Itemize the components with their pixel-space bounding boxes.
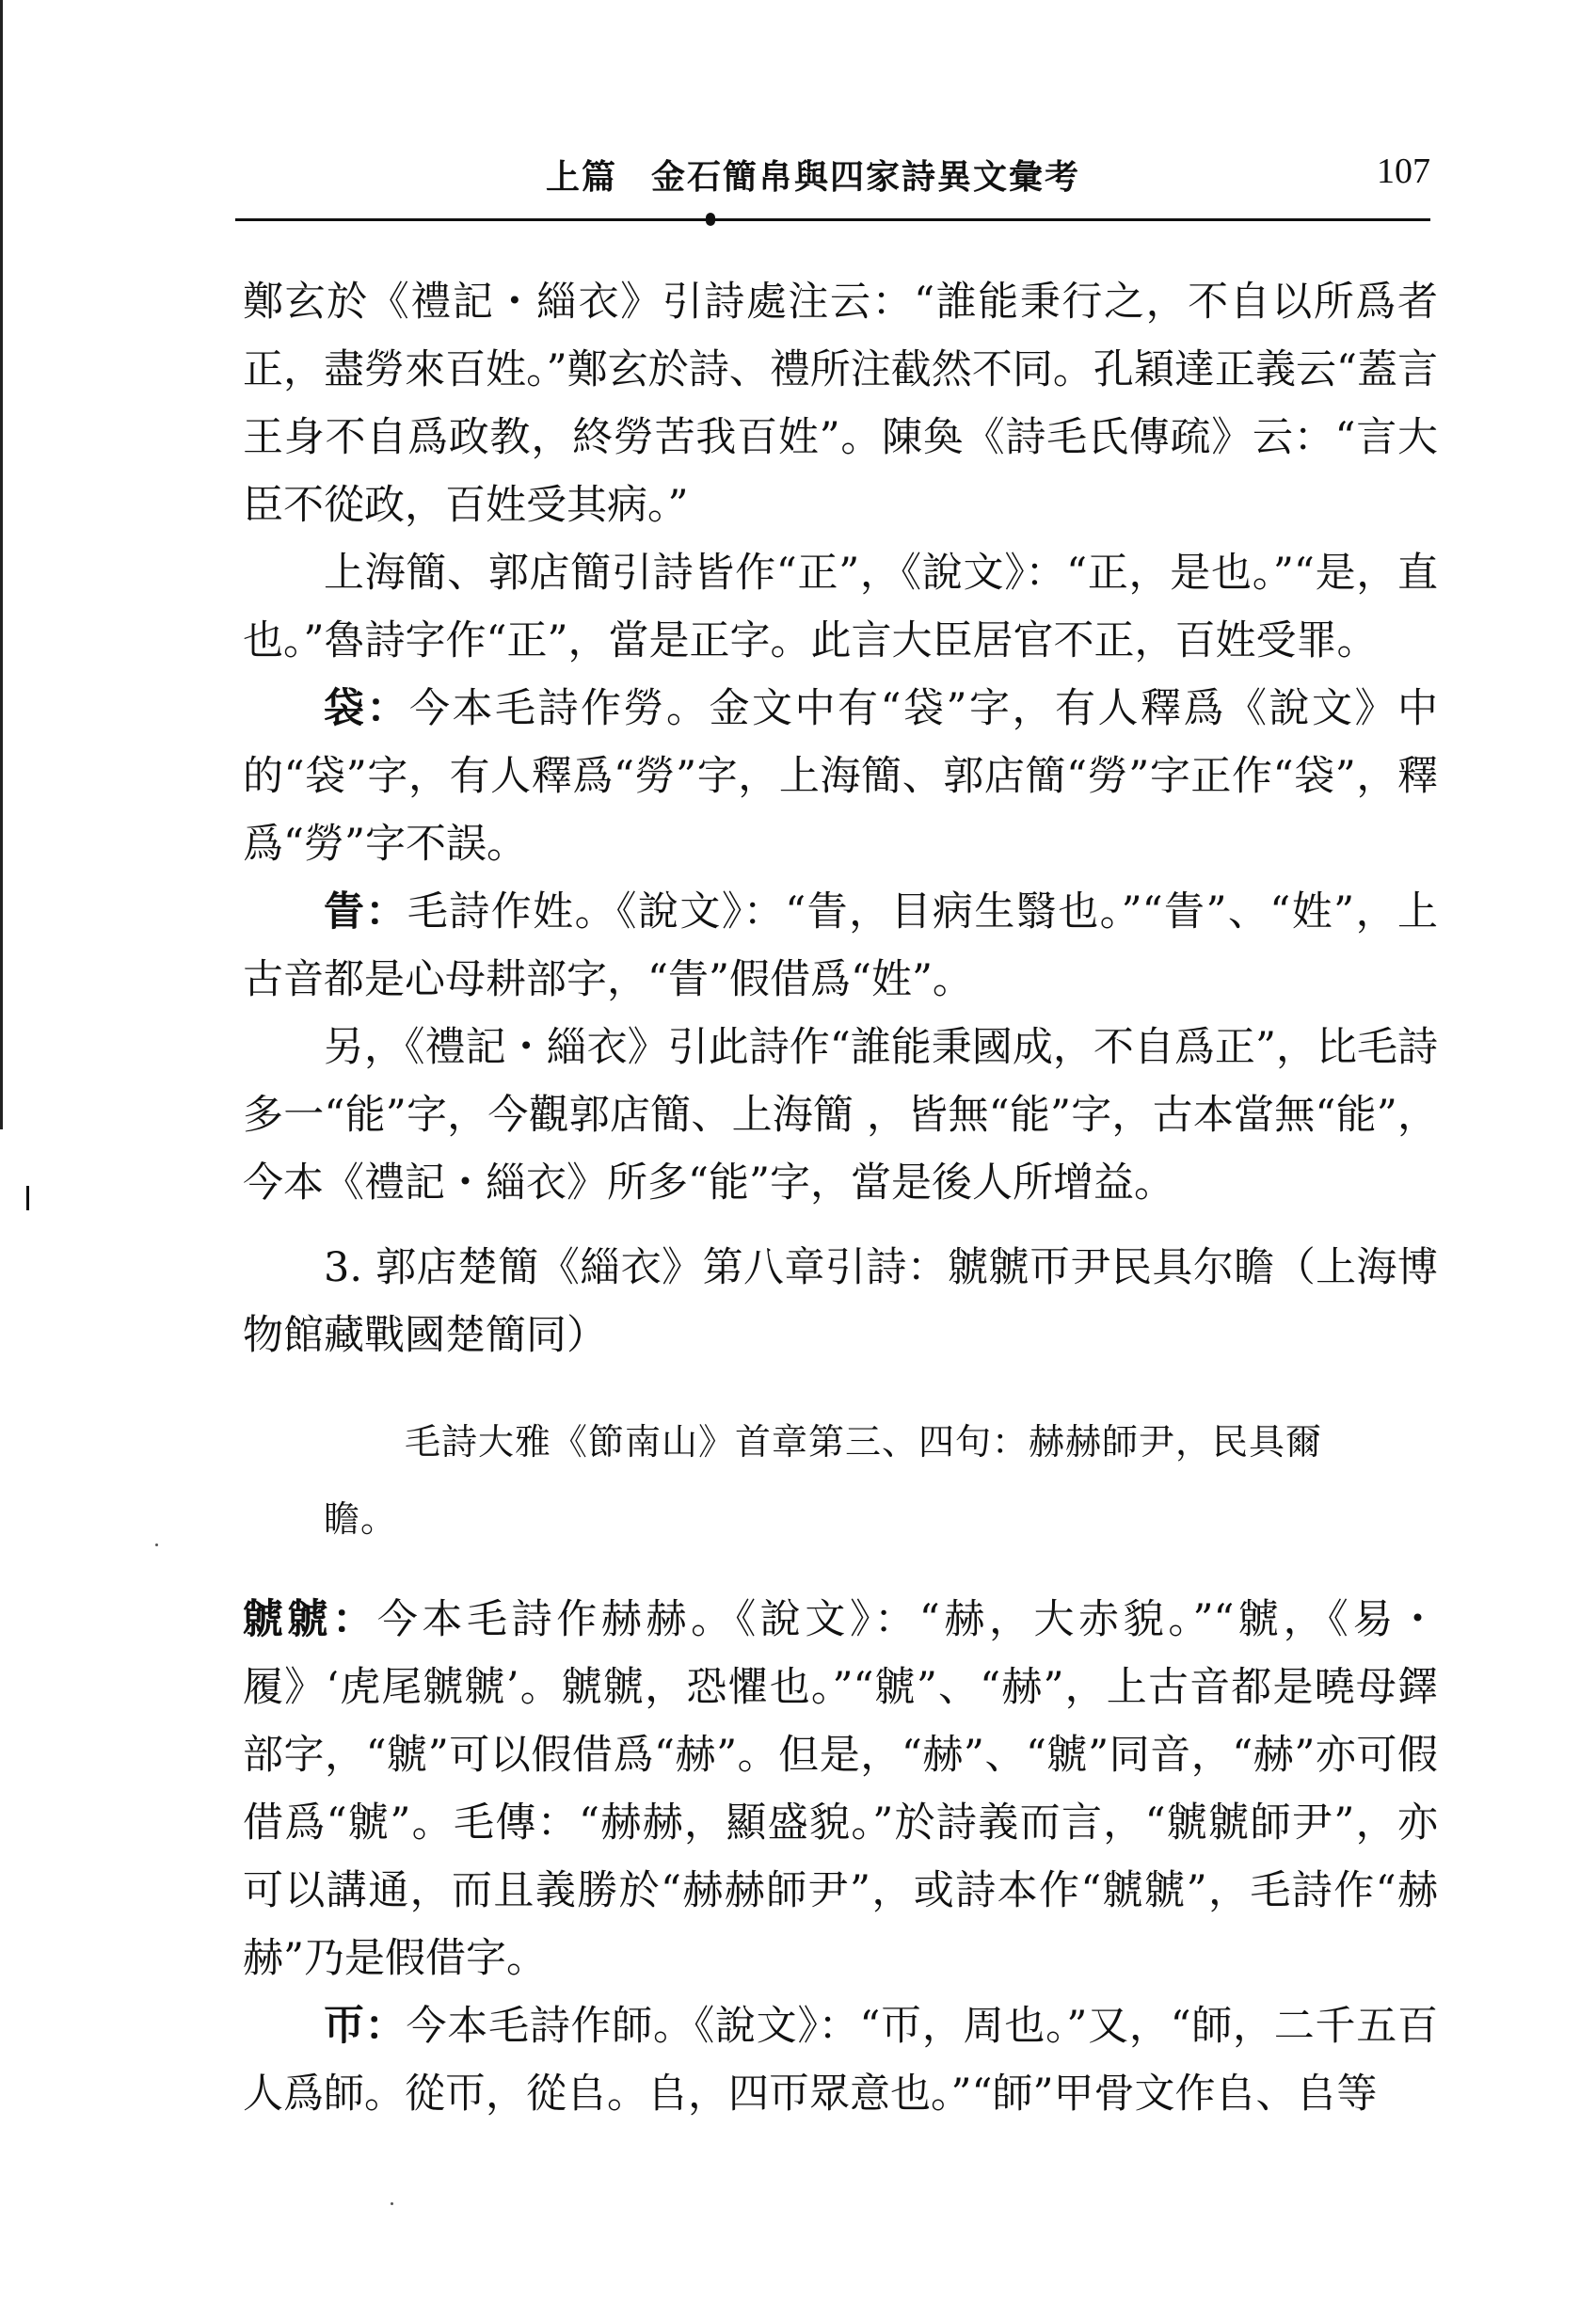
paragraph-text: 毛詩作姓。《說文》：“眚，目病生翳也。”“眚”、“姓”，上古音都是心母耕部字，“眚”假借爲“姓”。 <box>243 888 1438 1003</box>
quoted-verse <box>243 1403 1438 1558</box>
paragraph-text: 上海簡、郭店簡引詩皆作“正”，《說文》：“正，是也。”“是，直也。”魯詩字作“正”，當是正字。此言大臣居官不正，百姓受罪。 <box>243 550 1438 664</box>
paragraph <box>243 1992 1438 2128</box>
paragraph-text: 鄭玄於《禮記・緇衣》引詩處注云：“誰能秉行之，不自以所爲者正，盡勞來百姓。”鄭玄於詩、禮所注截然不同。孔穎達正義云“蓋言王身不自爲政教，終勞苦我百姓”。陳奐《詩毛氏傳疏》云：“言大臣不從政，百姓受其病。” <box>243 279 1438 529</box>
paragraph <box>243 268 1438 539</box>
paragraph-text: 今本毛詩作勞。金文中有“袋”字，有人釋爲《說文》中的“袋”字，有人釋爲“勞”字，上海簡、郭店簡“勞”字正作“袋”，釋爲“勞”字不誤。 <box>243 685 1439 868</box>
paragraph <box>243 878 1438 1014</box>
scan-speck <box>391 2202 393 2205</box>
header-part: 上篇 <box>546 157 618 197</box>
section-heading: 3. 郭店楚簡《緇衣》第八章引詩：虩虩帀尹民具尔瞻（上海博物館藏戰國楚簡同） <box>243 1244 1438 1359</box>
entry-term: 帀： <box>324 2003 407 2050</box>
running-title <box>546 151 1080 199</box>
paragraph-text: 另，《禮記・緇衣》引此詩作“誰能秉國成，不自爲正”，比毛詩多一“能”字，今觀郭店簡、上海簡 ，皆無“能”字，古本當無“能”，今本《禮記・緇衣》所多“能”字，當是後人所增益。 <box>243 1024 1438 1207</box>
header-rule-ornament <box>706 213 715 226</box>
margin-mark <box>26 1186 29 1210</box>
quote-line: 毛詩大雅《節南山》首章第三、四句：赫赫師尹，民具爾 <box>405 1421 1323 1463</box>
scan-speck <box>155 1543 158 1546</box>
running-header <box>235 0 1430 226</box>
header-rule <box>235 218 1430 221</box>
paragraph-text: 今本毛詩作師。《說文》：“帀，周也。”又，“師，二千五百人爲師。從帀，從𠂤。𠂤，四帀眾意也。”“師”甲骨文作𠂤、𠂤等 <box>243 2003 1439 2118</box>
paragraph <box>243 539 1438 675</box>
entry-term: 虩虩： <box>243 1596 377 1643</box>
header-book-title: 金石簡帛與四家詩異文彙考 <box>651 157 1081 197</box>
page-number: 107 <box>1377 152 1430 191</box>
scan-left-edge-shadow <box>0 0 3 1129</box>
quote-line-continued: 瞻。 <box>324 1498 398 1540</box>
paragraph <box>243 675 1438 878</box>
entry-term: 眚： <box>324 888 407 936</box>
body-text <box>243 268 1438 2128</box>
paragraph <box>243 1586 1438 1992</box>
paragraph-text: 今本毛詩作赫赫。《說文》：“赫，大赤貌。”“虩，《易・履》‘虎尾虩虩’。虩虩，恐懼也。”“虩”、“赫”，上古音都是曉母鐸部字，“虩”可以假借爲“赫”。但是，“赫”、“虩”同音，“赫”亦可假借爲“虩”。毛傳：“赫赫，顯盛貌。”於詩義而言，“虩虩師尹”，亦可以講通，而且義勝於“赫赫師尹”，或詩本作“虩虩”，毛詩作“赫赫”乃是假借字。 <box>243 1596 1438 1982</box>
paragraph <box>243 1014 1438 1217</box>
entry-term: 袋： <box>324 685 410 732</box>
